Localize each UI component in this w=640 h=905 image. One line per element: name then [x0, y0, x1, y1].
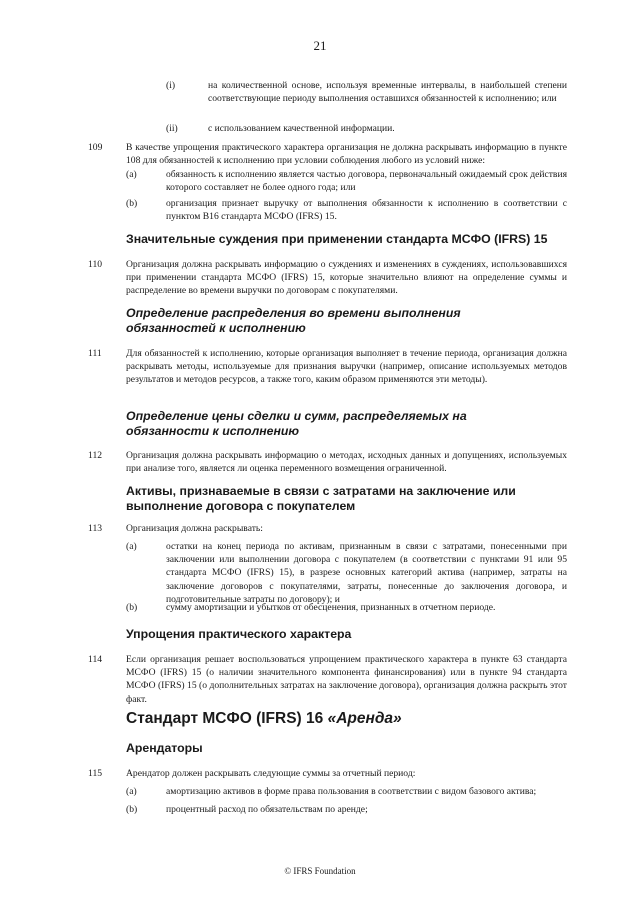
- item-text-115a: амортизацию активов в форме права пользования в соответствии с видом базового актива;: [166, 786, 537, 797]
- item-label-ii: (ii): [166, 123, 178, 134]
- paragraph-number-115: 115: [88, 768, 103, 779]
- heading-ifrs16-italic: «Аренда»: [327, 710, 402, 727]
- paragraph-number-114: 114: [88, 654, 103, 665]
- paragraph-114: Если организация решает воспользоваться упрощением практического характера в пункте 63 стандарта МСФО (IFRS) 15 (о наличии значительного компонента финансирования) или в пункте 94 стандарта МСФО (IFRS) 15 (о дополнительных затратах на заключение договора), организация должна раскрыть этот факт.: [126, 654, 567, 705]
- heading-significant-judgements: Значительные суждения при применении стандарта МСФО (IFRS) 15: [126, 232, 548, 246]
- item-text-115b: процентный расход по обязательствам по аренде;: [166, 804, 368, 815]
- paragraph-115: Арендатор должен раскрывать следующие суммы за отчетный период:: [126, 768, 416, 779]
- item-label-115a: (a): [126, 786, 137, 797]
- item-text-109a: обязанность к исполнению является частью договора, первоначальный ожидаемый срок действия которого составляет не более одного года; или: [166, 169, 567, 194]
- paragraph-111: Для обязанностей к исполнению, которые организация выполняет в течение периода, организация должна раскрывать методы, используемые для признания выручки (например, описание используемых методов результатов и методов ресурсов, а также того, каким образом применяются эти методы).: [126, 348, 567, 386]
- paragraph-number-109: 109: [88, 142, 103, 153]
- item-text-113a: остатки на конец периода по активам, признанным в связи с затратами, понесенными при заключении или выполнении договора с покупателем (в соответствии с пунктами 91 или 95 стандарта МСФО (IFRS) 15), в разрезе основных категорий актива (например, затраты на заключение договоров с покупателями, затраты, понесенные до заключения договора, и подготовительные затраты по договору); и: [166, 541, 567, 605]
- heading-contract-cost-assets: Активы, признаваемые в связи с затратами на заключение или выполнение договора с покупателем: [126, 484, 516, 513]
- heading-practical-expedients: Упрощения практического характера: [126, 627, 352, 641]
- paragraph-113: Организация должна раскрывать:: [126, 523, 263, 534]
- paragraph-number-110: 110: [88, 259, 103, 270]
- heading-ifrs16-leases: [126, 710, 567, 728]
- item-label-109b: (b): [126, 198, 138, 209]
- paragraph-112: Организация должна раскрывать информацию о методах, исходных данных и допущениях, используемых при анализе того, является ли оценка переменного возмещения ограниченной.: [126, 450, 567, 475]
- heading-timing-determination: Определение распределения во времени выполнения обязанностей к исполнению: [126, 306, 461, 335]
- paragraph-109: В качестве упрощения практического характера организация не должна раскрывать информацию в пункте 108 для обязанностей к исполнению при условии соблюдения любого из условий ниже:: [126, 142, 567, 167]
- item-text-109b: организация признает выручку от выполнения обязанности к исполнению в соответствии с пунктом B16 стандарта МСФО (IFRS) 15.: [166, 198, 567, 223]
- item-label-115b: (b): [126, 804, 138, 815]
- paragraph-110: Организация должна раскрывать информацию о суждениях и изменениях в суждениях, использовавшихся при применении стандарта МСФО (IFRS) 15, которые значительно влияют на определение суммы и распределение во времени выручки по договорам с покупателями.: [126, 259, 567, 297]
- paragraph-number-112: 112: [88, 450, 103, 461]
- heading-lessees: Арендаторы: [126, 741, 203, 755]
- item-text-ii: с использованием качественной информации.: [208, 123, 395, 134]
- heading-ifrs16-main: Стандарт МСФО (IFRS) 16: [126, 710, 328, 727]
- item-label-113b: (b): [126, 602, 138, 613]
- heading-transaction-price: Определение цены сделки и сумм, распределяемых на обязанности к исполнению: [126, 409, 467, 438]
- item-text-i: на количественной основе, используя временные интервалы, в наибольшей степени соответствующие периоду выполнения оставшихся обязанностей к исполнению; или: [208, 80, 567, 105]
- item-text-113b: сумму амортизации и убытков от обесценения, признанных в отчетном периоде.: [166, 602, 496, 613]
- item-label-i: (i): [166, 80, 176, 91]
- item-label-109a: (a): [126, 169, 137, 180]
- paragraph-number-113: 113: [88, 523, 103, 534]
- page-number: 21: [313, 38, 327, 53]
- paragraph-number-111: 111: [88, 348, 102, 359]
- item-label-113a: (a): [126, 541, 137, 552]
- footer-copyright: © IFRS Foundation: [284, 866, 356, 876]
